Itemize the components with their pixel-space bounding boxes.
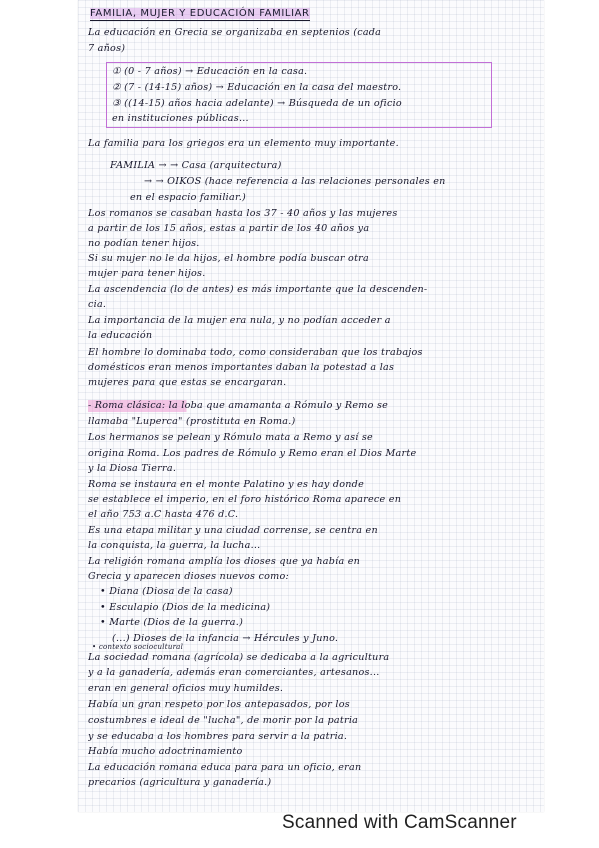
familia-diagram-line: FAMILIA → → Casa (arquitectura) xyxy=(110,160,282,171)
text-line: y se educaba a los hombres para servir a la patria. xyxy=(88,731,348,742)
contexto-note: • contexto sociocultural xyxy=(92,643,184,651)
text-line: y a la ganadería, además eran comerciantes, artesanos... xyxy=(88,667,380,678)
list-item-2: ② (7 - (14-15) años) → Educación en la casa del maestro. xyxy=(112,82,402,93)
text-line: llamaba "Luperca" (prostituta en Roma.) xyxy=(88,416,296,427)
text-line: Los hermanos se pelean y Rómulo mata a Remo y así se xyxy=(88,432,373,443)
text-line: La educación en Grecia se organizaba en septenios (cada xyxy=(88,27,382,38)
scanner-watermark: Scanned with CamScanner xyxy=(282,812,517,833)
text-line: costumbres e ideal de "lucha", de morir por la patria xyxy=(88,715,359,726)
text-line: La familia para los griegos era un elemento muy importante. xyxy=(88,138,399,149)
text-line: La importancia de la mujer era nula, y no podían acceder a xyxy=(88,315,391,326)
text-line: La sociedad romana (agrícola) se dedicaba a la agricultura xyxy=(88,652,390,663)
text-line: 7 años) xyxy=(88,43,126,54)
text-line: el año 753 a.C hasta 476 d.C. xyxy=(88,509,239,520)
text-line: la educación xyxy=(88,330,153,341)
text-line: La ascendencia (lo de antes) es más importante que la descenden- xyxy=(88,284,428,295)
text-line: se establece el imperio, en el foro histórico Roma aparece en xyxy=(88,494,402,505)
text-line: la conquista, la guerra, la lucha... xyxy=(88,540,261,551)
text-line: mujer para tener hijos. xyxy=(88,268,206,279)
list-item-esculapio: • Esculapio (Dios de la medicina) xyxy=(100,602,271,613)
text-line: domésticos eran menos importantes daban la potestad a las xyxy=(88,362,395,373)
text-line: cia. xyxy=(88,299,107,310)
text-line: Si su mujer no le da hijos, el hombre podía buscar otra xyxy=(88,253,369,264)
list-item-diana: • Diana (Diosa de la casa) xyxy=(100,586,233,597)
text-line: La religión romana amplía los dioses que ya había en xyxy=(88,556,361,567)
text-line: origina Roma. Los padres de Rómulo y Remo eran el Dios Marte xyxy=(88,448,417,459)
dioses-infancia-line: (...) Dioses de la infancia → Hércules y Juno. xyxy=(112,633,339,644)
text-line: en instituciones públicas... xyxy=(112,113,249,124)
text-line: a partir de los 15 años, estas a partir de los 40 años ya xyxy=(88,223,370,234)
list-item-3: ③ ((14-15) años hacia adelante) → Búsqueda de un oficio xyxy=(112,98,402,109)
text-line: Es una etapa militar y una ciudad corrense, se centra en xyxy=(88,525,378,536)
text-line: Había mucho adoctrinamiento xyxy=(88,746,243,757)
text-line: La educación romana educa para para un oficio, eran xyxy=(88,762,362,773)
text-line: y la Diosa Tierra. xyxy=(88,463,177,474)
text-line: mujeres para que estas se encargaran. xyxy=(88,377,287,388)
text-line: no podían tener hijos. xyxy=(88,238,200,249)
text-line: Había un gran respeto por los antepasados, por los xyxy=(88,699,350,710)
text-line: eran en general oficios muy humildes. xyxy=(88,683,284,694)
list-item-1: ① (0 - 7 años) → Educación en la casa. xyxy=(112,66,308,77)
text-line: Roma se instaura en el monte Palatino y es hay donde xyxy=(88,479,364,490)
list-item-marte: • Marte (Dios de la guerra.) xyxy=(100,617,244,628)
text-line: Grecia y aparecen dioses nuevos como: xyxy=(88,571,289,582)
text-line: precarios (agricultura y ganadería.) xyxy=(88,777,272,788)
oikos-line: → → OIKOS (hace referencia a las relaciones personales en xyxy=(144,176,446,187)
text-line: Los romanos se casaban hasta los 37 - 40 años y las mujeres xyxy=(88,208,398,219)
roma-clasica-line: - Roma clásica: la loba que amamanta a Rómulo y Remo se xyxy=(88,400,536,412)
page-title: FAMILIA, MUJER Y EDUCACIÓN FAMILIAR xyxy=(90,8,310,19)
text-line: en el espacio familiar.) xyxy=(130,192,247,203)
text-line: El hombre lo dominaba todo, como consideraban que los trabajos xyxy=(88,347,423,358)
